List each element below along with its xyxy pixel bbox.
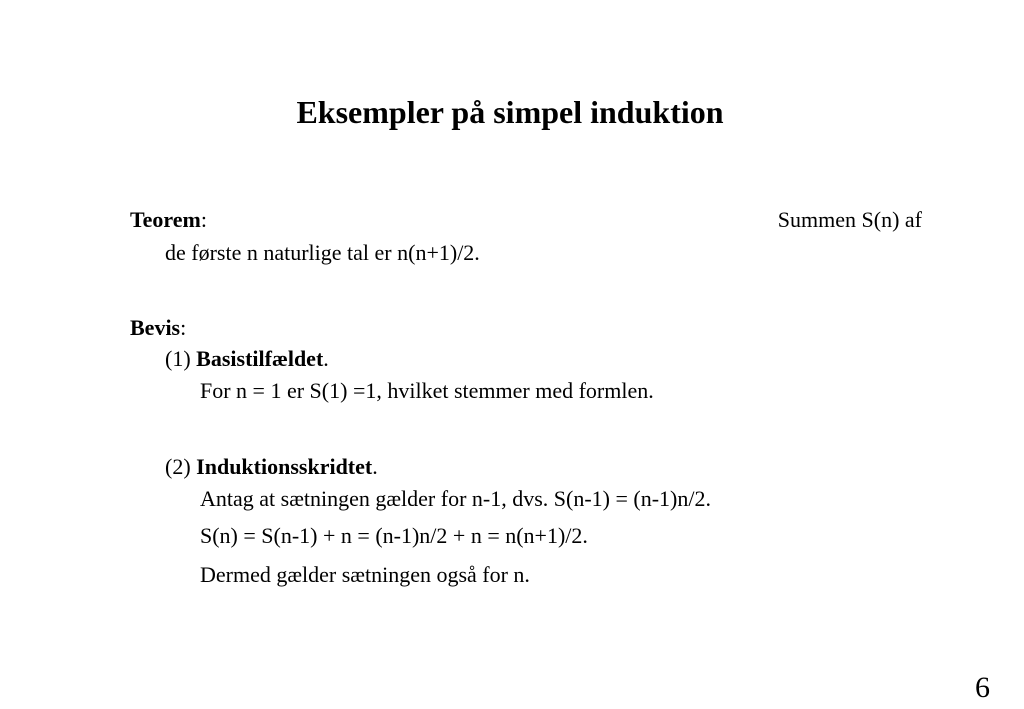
base-case-number: (1) [165, 346, 191, 371]
proof-label: Bevis [130, 315, 181, 340]
theorem-colon: : [200, 207, 208, 232]
slide-title: Eksempler på simpel induktion [296, 94, 724, 130]
induction-step-heading [165, 453, 378, 481]
induction-step-line: S(n) = S(n-1) + n = (n-1)n/2 + n = n(n+1)/2. [200, 523, 588, 548]
theorem-label: Teorem [130, 207, 201, 232]
base-case-text: For n = 1 er S(1) =1, hvilket stemmer med formlen. [200, 378, 654, 403]
induction-step-line: Dermed gælder sætningen også for n. [200, 562, 530, 587]
base-case-title: Basistilfældet [196, 346, 324, 371]
theorem-statement-start: Summen S(n) af [777, 207, 922, 232]
induction-step-number: (2) [165, 454, 191, 479]
page-number: 6 [975, 671, 990, 704]
induction-step-period: . [372, 454, 378, 479]
base-case-heading [165, 345, 329, 373]
induction-step-line: Antag at sætningen gælder for n-1, dvs. S(n-1) = (n-1)n/2. [200, 486, 711, 511]
proof-colon: : [180, 315, 187, 340]
induction-step-title: Induktionsskridtet [196, 454, 373, 479]
theorem-line [130, 206, 922, 234]
base-case-period: . [323, 346, 329, 371]
proof-heading [130, 314, 186, 342]
theorem-statement-cont: de første n naturlige tal er n(n+1)/2. [165, 240, 480, 265]
